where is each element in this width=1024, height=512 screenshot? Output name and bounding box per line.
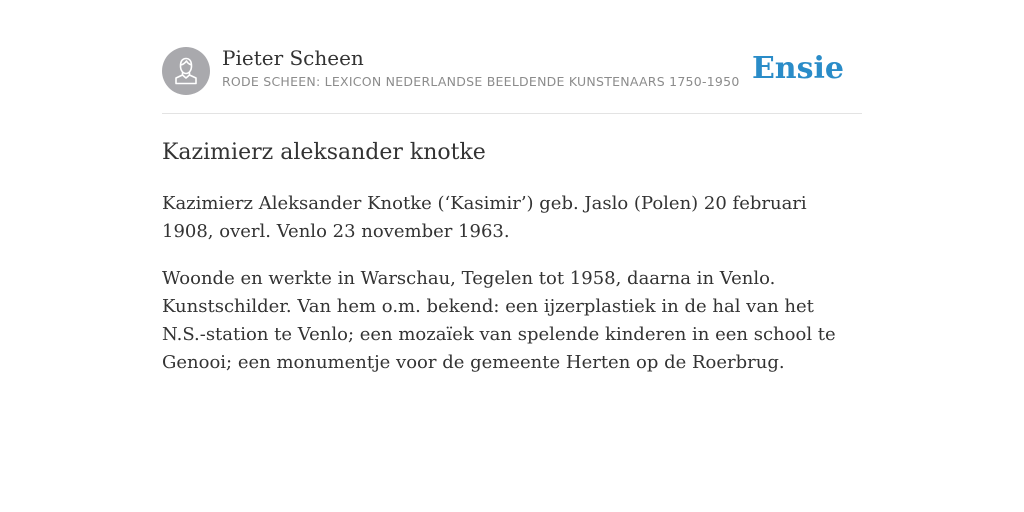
article-header [162,46,862,96]
author-name[interactable]: Pieter Scheen [222,46,364,70]
article-paragraph-2: Woonde en werkte in Warschau, Tegelen tot 1958, daarna in Venlo. Kunstschilder. Van hem o.m. bekend: een ijzerplastiek in de hal van het N.S.-station te Venlo; een mozaïek van spelende kinderen in een school te Genooi; een monumentje voor de gemeente Herten op de Roerbrug. [162,268,836,373]
article-title: Kazimierz aleksander knotke [162,140,486,165]
ensie-logo[interactable]: Ensie [751,51,844,86]
user-avatar-icon[interactable] [162,47,210,95]
article-body [162,190,862,396]
source-title[interactable]: RODE SCHEEN: LEXICON NEDERLANDSE BEELDENDE KUNSTENAARS 1750-1950 [222,74,740,89]
article-card [162,0,862,512]
article-paragraph-1: Kazimierz Aleksander Knotke (‘Kasimir’) geb. Jaslo (Polen) 20 februari 1908, overl. Venlo 23 november 1963. [162,193,807,242]
header-divider [162,113,862,114]
